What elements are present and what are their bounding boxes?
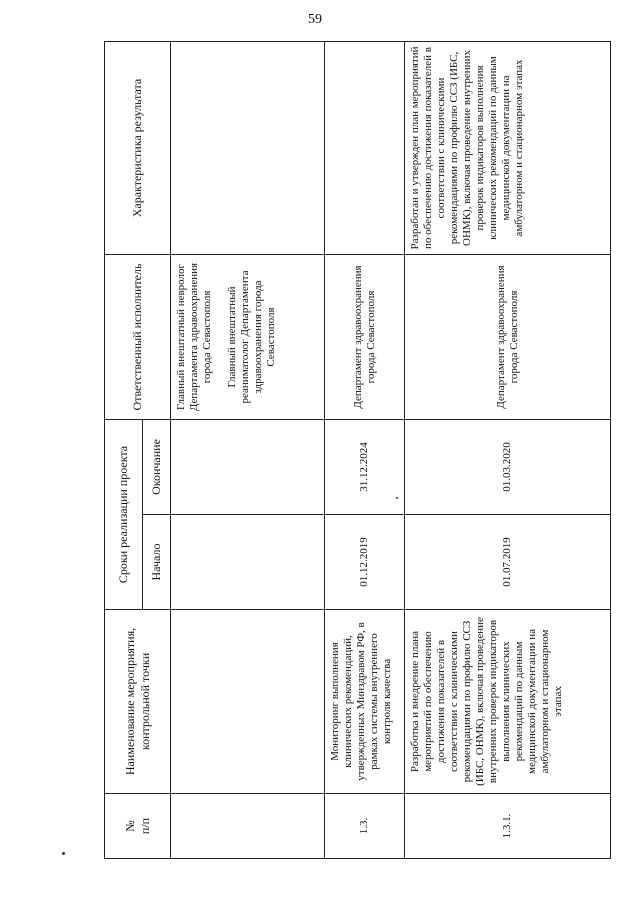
table-row xyxy=(171,42,325,859)
header-end: Окончание xyxy=(143,420,171,515)
row-name xyxy=(171,610,325,794)
row-result: Разработан и утвержден план мероприятий по обеспечению достижения показателей в соответствии с клиническими рекомендациями по профилю ССЗ (ИБС, ОНМК), включая проведение внутренних проверок индикаторов выполнения клинических рекомендаций по данным медицинской документации на амбулаторном и стационарном этапах xyxy=(405,42,611,255)
row-start: 01.07.2019 xyxy=(405,515,611,610)
row-end: 31.12.2024 xyxy=(325,420,405,515)
rotated-table-wrapper xyxy=(104,42,610,859)
table-row xyxy=(325,42,405,859)
row-result xyxy=(171,42,325,255)
header-start: Начало xyxy=(143,515,171,610)
row-responsible: Департамент здравоохранения города Севастополя xyxy=(325,255,405,420)
row-responsible xyxy=(171,255,325,420)
row-end: 01.03.2020 xyxy=(405,420,611,515)
header-name: Наименование мероприятия, контрольной точки xyxy=(105,610,171,794)
scan-speck xyxy=(62,852,65,855)
header-timing: Сроки реализации проекта xyxy=(105,420,143,610)
row-name: Мониторинг выполнения клинических рекомендаций, утвержденных Минздравом РФ, в рамках системы внутреннего контроля качества xyxy=(325,610,405,794)
row-name: Разработка и внедрение плана мероприятий по обеспечению достижения показателей в соответствии с клиническими рекомендациями по профилю ССЗ (ИБС, ОНМК), включая проведение внутренних проверок индикаторов выполнения клинических рекомендаций по данным медицинской документации на амбулаторном и стационарном этапах xyxy=(405,610,611,794)
row-start xyxy=(171,515,325,610)
header-responsible: Ответственный исполнитель xyxy=(105,255,171,420)
header-result: Характеристика результата xyxy=(105,42,171,255)
row-end xyxy=(171,420,325,515)
header-num: № п/п xyxy=(105,794,171,859)
row-responsible: Департамент здравоохранения города Севастополя xyxy=(405,255,611,420)
responsible-neurologist: Главный внештатный невролог Департамента здравоохранения города Севастополя xyxy=(175,262,213,412)
table-row xyxy=(405,42,611,859)
row-start: 01.12.2019 xyxy=(325,515,405,610)
plan-table xyxy=(104,41,611,859)
responsible-resuscitator: Главный внештатный реаниматолог Департамента здравоохранения города Севастополя xyxy=(225,270,277,404)
row-result xyxy=(325,42,405,255)
row-num xyxy=(171,794,325,859)
page-number: 59 xyxy=(308,12,322,27)
row-num: 1.3. xyxy=(325,794,405,859)
row-num: 1.3.1. xyxy=(405,794,611,859)
